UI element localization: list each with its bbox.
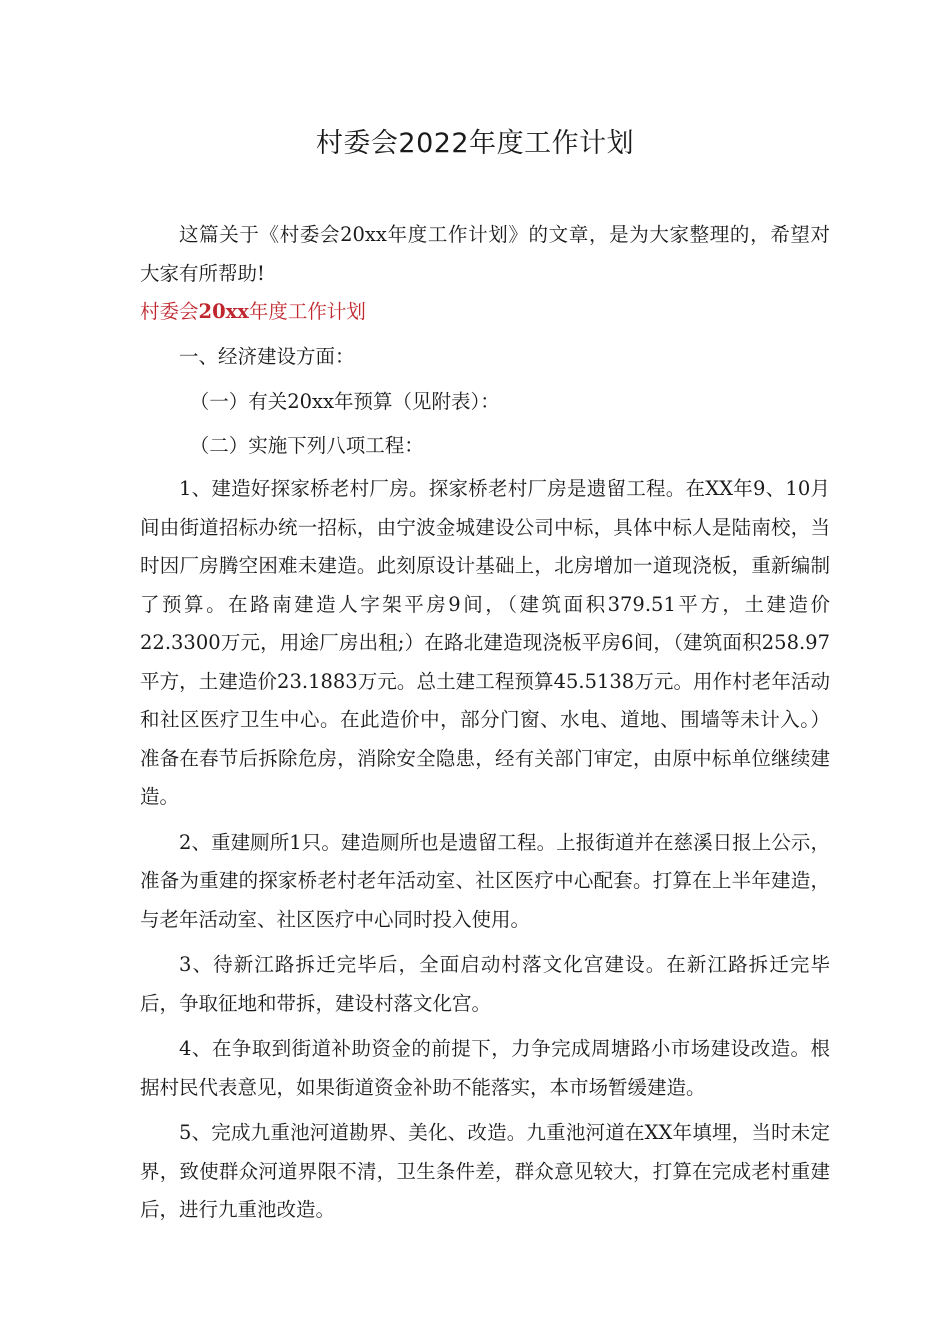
red-heading-suffix: 年度工作计划: [248, 300, 366, 323]
document-title: 村委会2022年度工作计划: [315, 128, 635, 159]
subsection-projects: （二）实施下列八项工程：: [189, 433, 424, 457]
intro-paragraph: 这篇关于《村委会20xx年度工作计划》的文章，是为大家整理的，希望对大家有所帮助!: [140, 223, 830, 285]
section-heading-economy: 一、经济建设方面：: [179, 344, 355, 368]
document-body: [140, 216, 830, 1237]
project-item: 1、建造好探家桥老村厂房。探家桥老村厂房是遗留工程。在XX年9、10月间由街道招标办统一招标，由宁波金城建设公司中标，具体中标人是陆南校，当时因厂房腾空困难未建造。此刻原设计基础上，北房增加一道现浇板，重新编制了预算。在路南建造人字架平房9间，（建筑面积379.51平方，土建造价22.3300万元，用途厂房出租;）在路北建造现浇板平房6间，（建筑面积258.97平方，土建造价23.1883万元。总土建工程预算45.5138万元。用作村老年活动和社区医疗卫生中心。在此造价中，部分门窗、水电、道地、围墙等未计入。）准备在春节后拆除危房，消除安全隐患，经有关部门审定，由原中标单位继续建造。: [140, 477, 830, 808]
project-item: 3、待新江路拆迁完毕后，全面启动村落文化宫建设。在新江路拆迁完毕后，争取征地和带拆，建设村落文化宫。: [140, 953, 830, 1015]
project-item: 5、完成九重池河道勘界、美化、改造。九重池河道在XX年填埋，当时未定界，致使群众河道界限不清，卫生条件差，群众意见较大，打算在完成老村重建后，进行九重池改造。: [140, 1121, 830, 1221]
project-item: 2、重建厕所1只。建造厕所也是遗留工程。上报街道并在慈溪日报上公示，准备为重建的探家桥老村老年活动室、社区医疗中心配套。打算在上半年建造，与老年活动室、社区医疗中心同时投入使用。: [140, 830, 830, 931]
subsection-budget: （一）有关20xx年预算（见附表）：: [189, 390, 500, 413]
red-heading-year: 20xx: [198, 300, 249, 323]
project-item: 4、在争取到街道补助资金的前提下，力争完成周塘路小市场建设改造。根据村民代表意见，如果街道资金补助不能落实，本市场暂缓建造。: [140, 1037, 830, 1099]
red-heading: [140, 293, 830, 332]
red-heading-prefix: 村委会: [140, 300, 199, 323]
